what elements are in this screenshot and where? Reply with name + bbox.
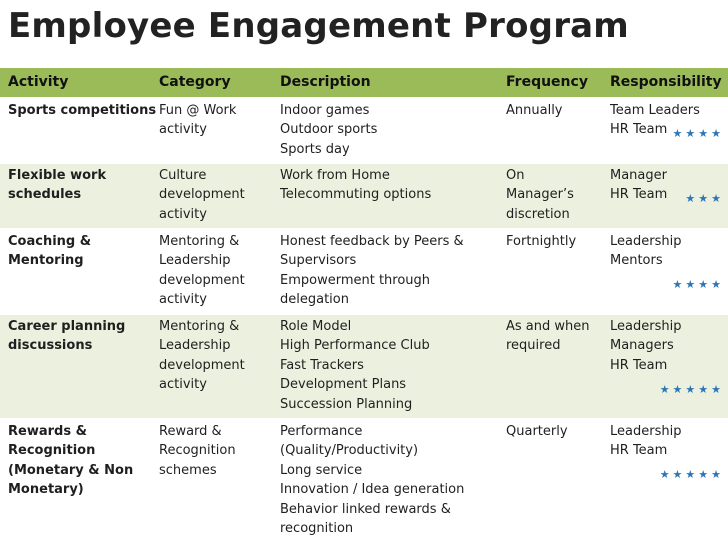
category-cell [151,163,272,229]
activity-line: (Monetary & Non [8,462,134,478]
category-line: Fun @ Work [159,103,237,118]
frequency-line: required [506,338,561,354]
description-line: Indoor games [280,103,370,118]
activity-line: Coaching & [8,234,92,249]
responsibility-line: Managers [610,338,674,354]
category-cell [151,419,272,539]
responsibility-line: Mentors [610,253,663,269]
description-line: Development Plans [280,377,407,393]
description-line: Role Model [280,319,352,334]
star-icon: ★★★ [685,192,724,205]
responsibility-line: Leadership [610,424,682,439]
category-line: schemes [159,462,217,478]
description-line: Behavior linked rewards & [280,501,451,517]
description-line: Long service [280,462,363,478]
responsibility-cell [602,314,728,419]
activity-line: Monetary) [8,482,84,498]
activity-line: Career planning [8,319,126,334]
frequency-line: Quarterly [506,424,568,439]
frequency-line: discretion [506,206,570,222]
description-line: Honest feedback by Peers & [280,234,464,249]
frequency-line: As and when [506,319,590,334]
category-line: development [159,272,245,288]
engagement-table [0,68,728,540]
responsibility-cell [602,419,728,539]
description-line: Empowerment through [280,272,431,288]
table-header-row [0,68,728,98]
responsibility-cell [602,98,728,163]
responsibility-line: HR Team [610,122,668,138]
star-icon: ★★★★★ [659,468,724,481]
category-cell [151,98,272,163]
column-header-activity: Activity [0,68,151,98]
responsibility-cell [602,163,728,229]
activity-cell [0,98,157,163]
responsibility-line: Manager [610,168,667,183]
column-header-responsibility: Responsibility [602,68,728,98]
description-cell [272,419,498,539]
activity-cell [0,419,151,539]
description-line: Sports day [280,141,350,157]
table-row [0,419,728,539]
frequency-cell [498,229,602,314]
description-line: Outdoor sports [280,122,378,138]
description-line: Work from Home [280,168,390,183]
category-line: Mentoring & [159,234,240,249]
description-line: (Quality/Productivity) [280,443,419,459]
description-line: Performance [280,424,363,439]
description-line: delegation [280,292,349,308]
description-line: Fast Trackers [280,357,364,373]
description-line: Succession Planning [280,396,413,412]
table-row [0,163,728,229]
description-line: High Performance Club [280,338,430,354]
category-line: Culture [159,168,207,183]
description-line: Supervisors [280,253,357,269]
description-line: Innovation / Idea generation [280,482,465,498]
responsibility-line: HR Team [610,443,668,459]
category-line: Leadership [159,338,231,354]
responsibility-cell [602,229,728,314]
description-line: recognition [280,521,354,537]
activity-line: Rewards & [8,424,87,439]
category-cell [151,229,272,314]
category-line: activity [159,292,207,308]
description-cell [272,229,498,314]
star-icon: ★★★★ [672,127,724,140]
category-line: activity [159,377,207,393]
category-line: development [159,357,245,373]
category-line: Reward & [159,424,222,439]
frequency-cell [498,163,602,229]
description-cell [272,163,498,229]
page-title: Employee Engagement Program [8,6,629,46]
category-line: development [159,187,245,203]
activity-cell [0,229,151,314]
category-line: Leadership [159,253,231,269]
frequency-line: On [506,168,525,183]
table-body [0,98,728,539]
activity-line: discussions [8,338,93,354]
activity-line: Recognition [8,443,96,459]
table-row [0,314,728,419]
column-header-description: Description [272,68,498,98]
activity-line: Mentoring [8,253,84,269]
responsibility-line: Team Leaders [610,103,700,118]
responsibility-line: Leadership [610,319,682,334]
category-line: Recognition [159,443,236,459]
table-row [0,229,728,314]
table-row [0,98,728,163]
activity-cell [0,163,151,229]
star-icon: ★★★★ [672,278,724,291]
frequency-line: Manager’s [506,187,574,203]
description-line: Telecommuting options [280,187,432,203]
responsibility-line: Leadership [610,234,682,249]
star-icon: ★★★★★ [659,383,724,396]
frequency-cell [498,98,602,163]
activity-line: schedules [8,187,82,203]
description-cell [272,98,498,163]
activity-cell [0,314,151,419]
column-header-frequency: Frequency [498,68,602,98]
category-line: activity [159,122,207,138]
category-cell [151,314,272,419]
frequency-cell [498,419,602,539]
responsibility-line: HR Team [610,187,668,203]
activity-line: Flexible work [8,168,107,183]
description-cell [272,314,498,419]
column-header-category: Category [151,68,272,98]
frequency-line: Annually [506,103,563,118]
category-line: Mentoring & [159,319,240,334]
frequency-line: Fortnightly [506,234,577,249]
responsibility-line: HR Team [610,357,668,373]
activity-line: Sports competitions [8,103,157,118]
category-line: activity [159,206,207,222]
frequency-cell [498,314,602,419]
